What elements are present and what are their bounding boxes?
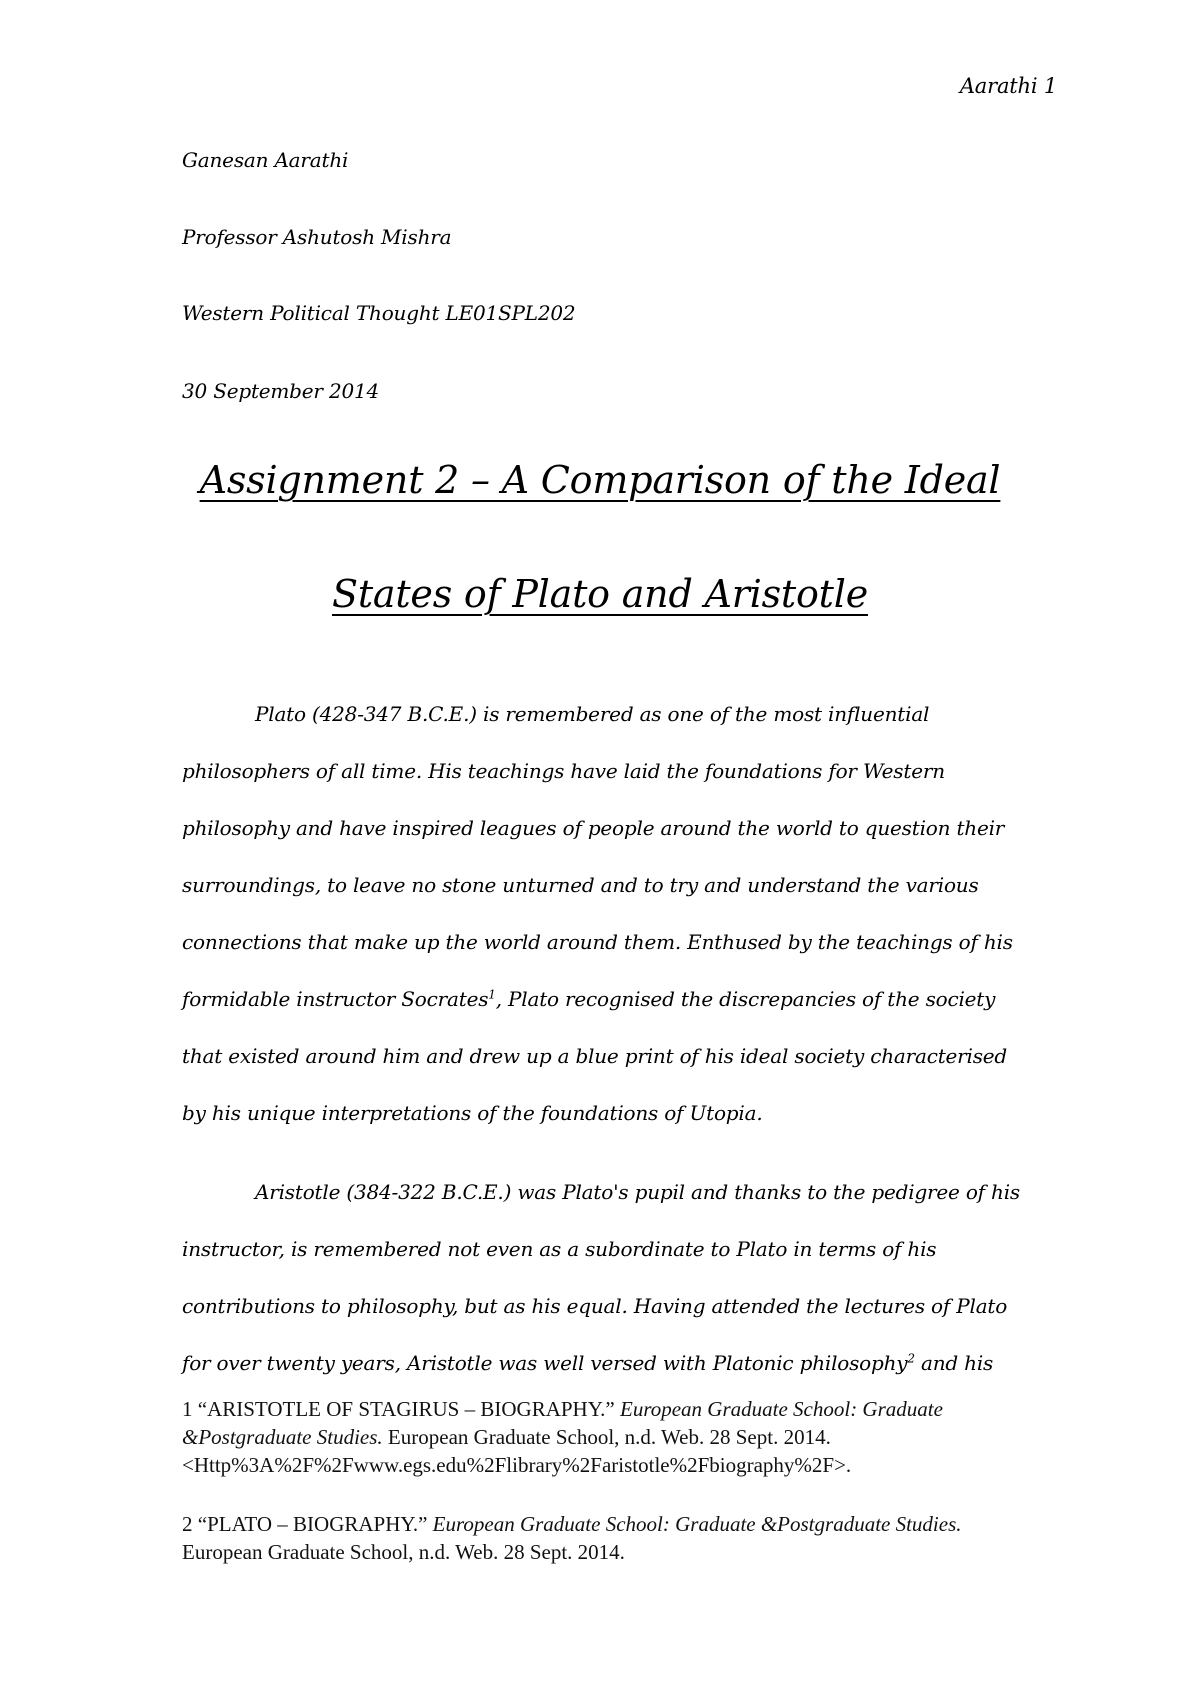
footnote-2 [182,1510,1042,1566]
running-header: Aarathi 1 [959,74,1057,98]
paragraph1-line: that existed around him and drew up a blue print of his ideal society characterised [182,1044,1008,1068]
footnote-lead: “ARISTOTLE OF STAGIRUS – BIOGRAPHY.” [192,1397,620,1421]
footnote-ref-2[interactable]: 2 [907,1351,915,1366]
footnote-lead: “PLATO – BIOGRAPHY.” [192,1512,433,1536]
title-line-2: States of Plato and Aristotle [332,572,868,616]
student-name: Ganesan Aarathi [182,148,349,172]
paragraph1-line [182,987,995,1011]
submission-date: 30 September 2014 [182,379,380,403]
footnote-number: 1 [182,1397,193,1421]
professor-name: Professor Ashutosh Mishra [182,225,452,249]
footnote-ref-trailing: and his [914,1351,994,1375]
title-line-1: Assignment 2 – A Comparison of the Ideal [199,458,1001,502]
course-name: Western Political Thought LE01SPL202 [182,301,576,325]
footnote-ref-text: for over twenty years, Aristotle was well versed with Platonic philosophy [182,1351,908,1375]
footnote-source-title: European Graduate School: Graduate &Postgraduate Studies. [432,1512,962,1536]
paragraph1-line: philosophy and have inspired leagues of people around the world to question their [182,816,1005,840]
footnote-number: 2 [182,1512,193,1536]
footnote-ref-1[interactable]: 1 [488,987,496,1002]
footnote-ref-text: formidable instructor Socrates [182,987,489,1011]
paragraph2-line: instructor, is remembered not even as a subordinate to Plato in terms of his [182,1237,937,1261]
paragraph1-line: connections that make up the world around them. Enthused by the teachings of his [182,930,1013,954]
paragraph1-line: by his unique interpretations of the foundations of Utopia. [182,1101,763,1125]
paragraph1-line: philosophers of all time. His teachings have laid the foundations for Western [182,759,945,783]
footnote-citation: European Graduate School, n.d. Web. 28 Sept. 2014. <Http%3A%2F%2Fwww.egs.edu%2Flibrary%2Faristotle%2Fbiography%2F>. [182,1425,852,1477]
footnote-1 [182,1395,1042,1479]
paragraph2-line: contributions to philosophy, but as his equal. Having attended the lectures of Plato [182,1294,1008,1318]
paragraph1-line: Plato (428-347 B.C.E.) is remembered as one of the most influential [255,702,930,726]
paragraph2-line: Aristotle (384-322 B.C.E.) was Plato's pupil and thanks to the pedigree of his [255,1180,1020,1204]
footnote-source-title: European Graduate School: Graduate &Postgraduate Studies. [182,1397,943,1449]
footnote-ref-trailing: , Plato recognised the discrepancies of the society [495,987,996,1011]
paragraph2-line [182,1351,993,1375]
paragraph1-line: surroundings, to leave no stone unturned and to try and understand the various [182,873,979,897]
footnote-citation: European Graduate School, n.d. Web. 28 Sept. 2014. [182,1540,625,1564]
